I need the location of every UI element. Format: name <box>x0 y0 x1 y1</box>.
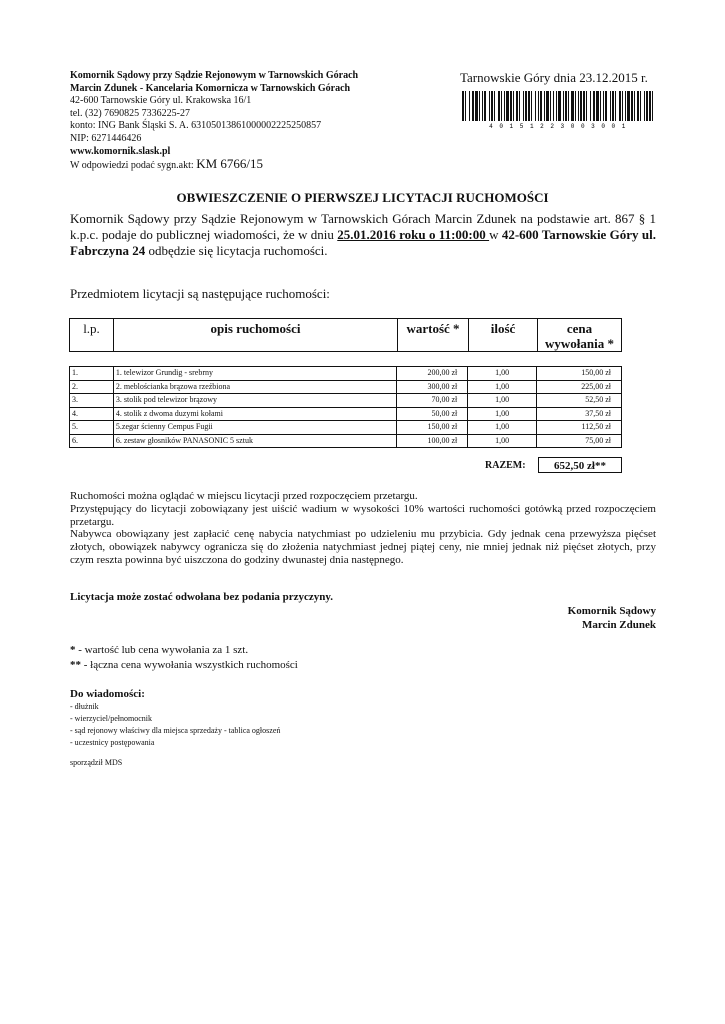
barcode-bar <box>596 91 599 121</box>
item-lp: 5. <box>70 421 114 435</box>
intro-text-2: w <box>489 227 502 242</box>
barcode-bar <box>519 91 520 121</box>
barcode-bar <box>603 91 604 121</box>
barcode-bar <box>498 91 500 121</box>
distribution-heading: Do wiadomości: <box>70 688 145 700</box>
barcode-bar <box>475 91 478 121</box>
barcode-bar <box>644 91 645 121</box>
conditions <box>70 490 656 567</box>
barcode-bar <box>523 91 524 121</box>
barcode-bar <box>565 91 567 121</box>
header-description: opis ruchomości <box>113 318 398 352</box>
document-date: Tarnowskie Góry dnia 23.12.2015 r. <box>460 70 648 85</box>
footnote-single <box>70 643 298 658</box>
item-quantity: 1,00 <box>468 367 537 381</box>
barcode-bar <box>612 91 614 121</box>
footnotes <box>70 643 298 673</box>
item-price: 150,00 zł <box>537 367 622 381</box>
item-price: 52,50 zł <box>537 394 622 408</box>
barcode-bar <box>646 91 648 121</box>
distribution-item: - dłużnik <box>70 702 99 711</box>
barcode-bar <box>553 91 554 121</box>
item-value: 150,00 zł <box>397 421 468 435</box>
distribution-item: - uczestnicy postępowania <box>70 738 155 747</box>
item-description: 5.zegar ścienny Cempus Fugii <box>113 421 396 435</box>
barcode-bar <box>625 91 626 121</box>
barcode-bar <box>593 91 595 121</box>
condition-deposit: Przystępujący do licytacji zobowiązany jest uiścić wadium w wysokości 10% wartości ruchomości gotówką przed rozpoczęciem przetargu. <box>70 502 656 528</box>
barcode-bar <box>469 91 470 121</box>
header-price: cena wywołania * <box>537 318 622 352</box>
barcode-bar <box>556 91 557 121</box>
intro-text-3: odbędzie się licytacja ruchomości. <box>145 243 328 258</box>
barcode-digits: 4 0 1 5 1 2 2 3 0 0 3 0 0 1 <box>489 123 627 129</box>
item-lp: 4. <box>70 407 114 421</box>
barcode-bar <box>586 91 587 121</box>
distribution-item: - sąd rejonowy właściwy dla miejsca sprzedaży - tablica ogłoszeń <box>70 726 281 735</box>
table-row <box>70 394 622 408</box>
items-intro: Przedmiotem licytacji są następujące ruchomości: <box>70 286 330 301</box>
barcode <box>462 91 654 129</box>
barcode-bar <box>501 91 502 121</box>
office-nip: NIP: 6271446426 <box>70 132 142 144</box>
case-reference-number: KM 6766/15 <box>196 156 263 172</box>
signature-title: Komornik Sądowy <box>567 605 656 617</box>
item-lp: 6. <box>70 434 114 448</box>
barcode-bar <box>580 91 582 121</box>
barcode-bar <box>568 91 569 121</box>
table-row <box>70 380 622 394</box>
barcode-bar <box>494 91 495 121</box>
barcode-bar <box>622 91 623 121</box>
table-row <box>70 421 622 435</box>
distribution-list <box>70 701 280 749</box>
condition-payment: Nabywca obowiązany jest zapłacić cenę nabycia natychmiast po udzieleniu mu przybicia. Gdy jednak cena przewyższa pięćset złotych, obowiązek nabywcy ogranicza się do złożenia natychmiast jednej piątej ceny, nie mniej jednak niż pięćset złotych, przy czym reszta powinna być uiszczona do godziny dwunastej dnia następnego. <box>70 528 656 566</box>
item-quantity: 1,00 <box>468 407 537 421</box>
document-title: OBWIESZCZENIE O PIERWSZEJ LICYTACJI RUCHOMOŚCI <box>176 190 549 205</box>
prepared-by: sporządził MDS <box>70 758 123 767</box>
item-price: 112,50 zł <box>537 421 622 435</box>
item-price: 225,00 zł <box>537 380 622 394</box>
intro-paragraph <box>70 211 656 259</box>
footnote-mark: * <box>70 644 76 656</box>
item-value: 50,00 zł <box>397 407 468 421</box>
office-website: www.komornik.slask.pl <box>70 145 171 157</box>
barcode-bar <box>583 91 585 121</box>
barcode-bar <box>550 91 551 121</box>
item-value: 200,00 zł <box>397 367 468 381</box>
table-row <box>70 367 622 381</box>
header-value: wartość * <box>397 318 469 352</box>
barcode-bar <box>590 91 591 121</box>
item-lp: 2. <box>70 380 114 394</box>
signature <box>500 604 656 632</box>
auction-datetime: 25.01.2016 roku o 11:00:00 <box>337 227 490 242</box>
barcode-bar <box>578 91 579 121</box>
cancel-notice: Licytacja może zostać odwołana bez podania przyczyny. <box>70 591 334 603</box>
table-row <box>70 407 622 421</box>
header-quantity: ilość <box>468 318 538 352</box>
total-label: RAZEM: <box>485 460 526 471</box>
item-description: 6. zestaw głosników PANASONIC 5 sztuk <box>113 434 396 448</box>
barcode-bar <box>516 91 518 121</box>
item-price: 37,50 zł <box>537 407 622 421</box>
office-name-line: Komornik Sądowy przy Sądzie Rejonowym w Tarnowskich Górach <box>70 70 359 81</box>
auction-location: 42-600 Tarnowskie Góry ul. Fabrczyna 24 <box>70 227 657 258</box>
item-price: 75,00 zł <box>537 434 622 448</box>
intro-text-1: Komornik Sądowy przy Sądzie Rejonowym w Tarnowskich Górach Marcin Zdunek na podstawie art. 867 § 1 k.p.c. podaje do publicznej wiadomości, że w dniu <box>70 211 656 242</box>
condition-viewing: Ruchomości można oglądać w miejscu licytacji przed rozpoczęciem przetargu. <box>70 490 418 502</box>
item-lp: 1. <box>70 367 114 381</box>
barcode-bar <box>640 91 641 121</box>
office-phone: tel. (32) 7690825 7336225-27 <box>70 107 190 119</box>
barcode-bar <box>540 91 542 121</box>
item-lp: 3. <box>70 394 114 408</box>
item-quantity: 1,00 <box>468 434 537 448</box>
item-description: 3. stolik pod telewizor brązowy <box>113 394 396 408</box>
barcode-bar <box>649 91 651 121</box>
item-description: 2. meblościanka brązowa rzeźbiona <box>113 380 396 394</box>
barcode-bar <box>610 91 611 121</box>
barcode-bar <box>525 91 527 121</box>
barcode-bar <box>575 91 576 121</box>
barcode-bar <box>652 91 653 121</box>
barcode-bar <box>528 91 530 121</box>
office-owner-line: Marcin Zdunek - Kancelaria Komornicza w Tarnowskich Górach <box>70 82 351 94</box>
barcode-bar <box>544 91 545 121</box>
case-reference <box>70 158 430 173</box>
barcode-bar <box>538 91 539 121</box>
case-reference-label: W odpowiedzi podać sygn.akt: <box>70 160 194 172</box>
barcode-bar <box>634 91 635 121</box>
header-lp: l.p. <box>69 318 114 352</box>
barcode-bar <box>563 91 564 121</box>
barcode-bar <box>546 91 549 121</box>
barcode-bar <box>479 91 480 121</box>
total-value: 652,50 zł** <box>538 457 622 473</box>
barcode-bar <box>535 91 536 121</box>
signature-name: Marcin Zdunek <box>581 619 656 631</box>
item-quantity: 1,00 <box>468 394 537 408</box>
item-quantity: 1,00 <box>468 421 537 435</box>
barcode-bar <box>531 91 532 121</box>
barcode-bar <box>571 91 574 121</box>
barcode-bar <box>482 91 483 121</box>
barcode-bar <box>619 91 621 121</box>
barcode-bar <box>605 91 607 121</box>
barcode-bar <box>637 91 639 121</box>
barcode-bar <box>600 91 601 121</box>
barcode-bar <box>558 91 561 121</box>
barcode-bar <box>484 91 486 121</box>
distribution-item: - wierzyciel/pełnomocnik <box>70 714 152 723</box>
barcode-bar <box>631 91 633 121</box>
footnote-mark: ** <box>70 659 81 671</box>
item-value: 300,00 zł <box>397 380 468 394</box>
item-description: 4. stolik z dwoma duzymi kołami <box>113 407 396 421</box>
barcode-bar <box>627 91 630 121</box>
barcode-bar <box>506 91 509 121</box>
footnote-text: - łączna cena wywołania wszystkich ruchomości <box>81 659 298 671</box>
barcode-bar <box>513 91 514 121</box>
barcode-bar <box>462 91 464 121</box>
item-value: 100,00 zł <box>397 434 468 448</box>
item-quantity: 1,00 <box>468 380 537 394</box>
barcode-bar <box>489 91 490 121</box>
office-header <box>70 70 430 173</box>
barcode-bar <box>472 91 474 121</box>
footnote-total <box>70 658 298 673</box>
office-account: konto: ING Bank Śląski S. A. 63105013861000002225250857 <box>70 120 322 132</box>
barcode-bars <box>462 91 653 121</box>
item-description: 1. telewizor Grundig - srebrny <box>113 367 396 381</box>
barcode-bar <box>504 91 505 121</box>
table-row <box>70 434 622 448</box>
office-address: 42-600 Tarnowskie Góry ul. Krakowska 16/1 <box>70 95 252 107</box>
barcode-bar <box>465 91 466 121</box>
barcode-bar <box>491 91 493 121</box>
barcode-bar <box>510 91 512 121</box>
barcode-bar <box>615 91 616 121</box>
item-value: 70,00 zł <box>397 394 468 408</box>
items-table <box>69 366 622 448</box>
footnote-text: - wartość lub cena wywołania za 1 szt. <box>75 644 249 656</box>
